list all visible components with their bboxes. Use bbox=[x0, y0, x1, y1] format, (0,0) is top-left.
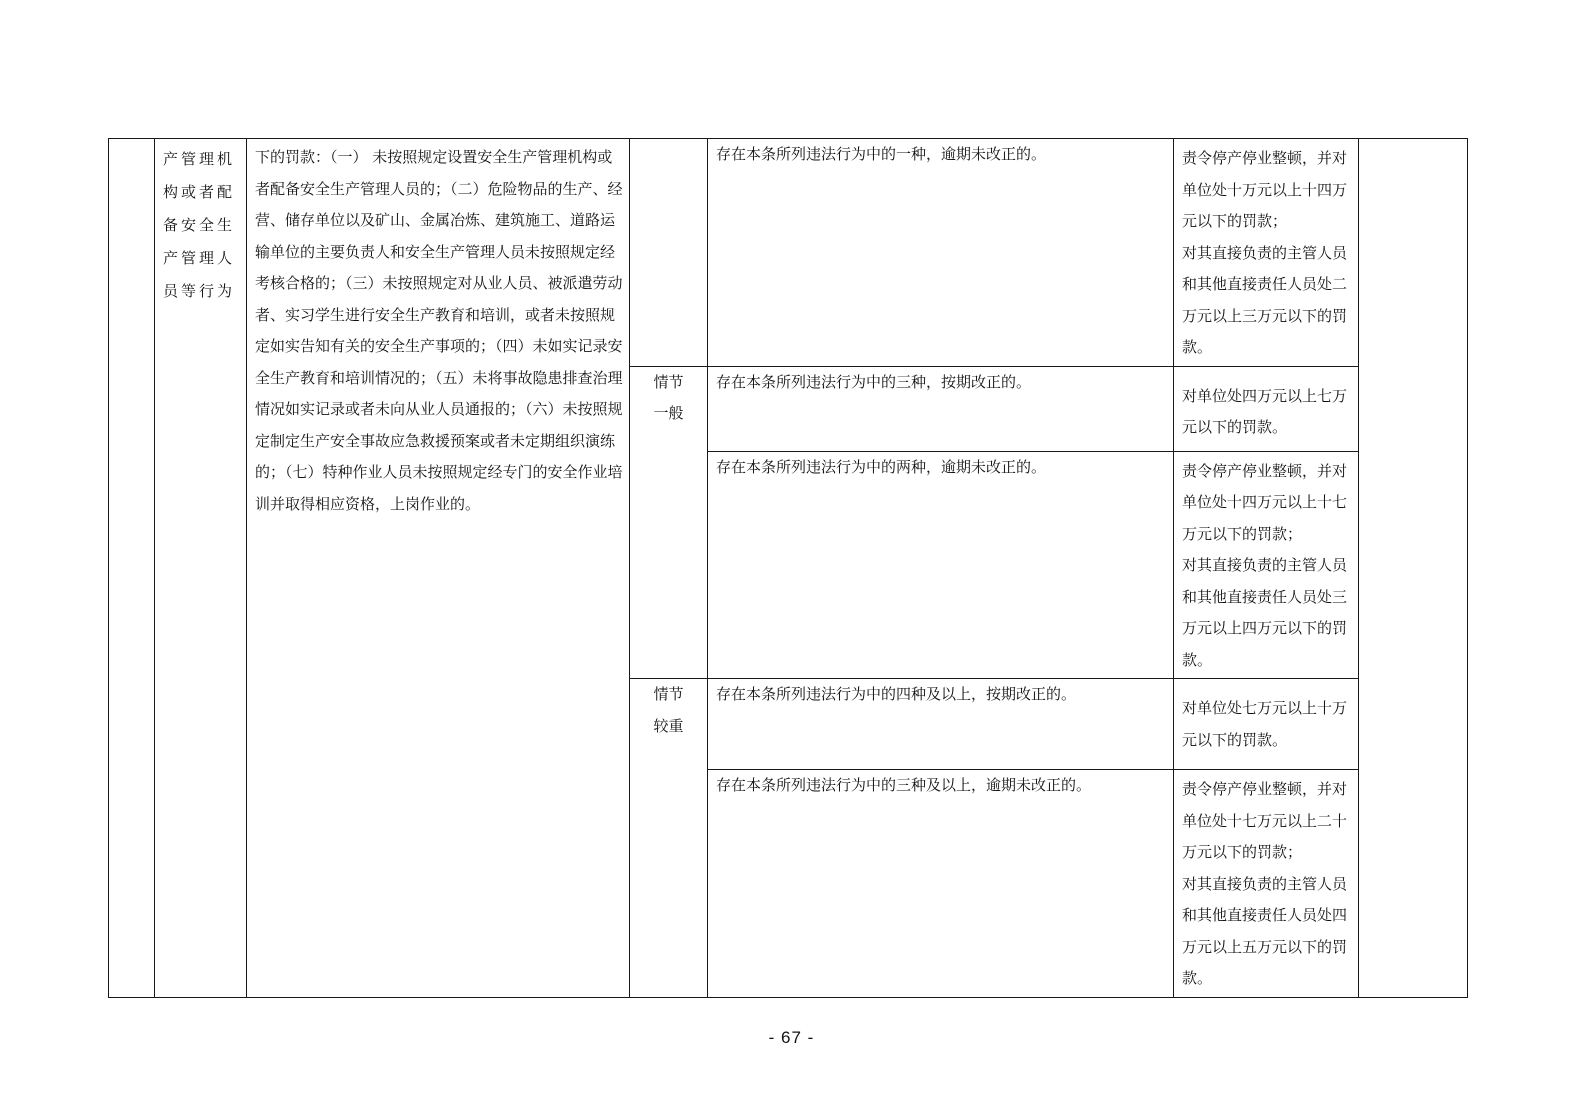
severity-level-cell bbox=[630, 366, 708, 679]
circumstance-text: 存在本条所列违法行为中的三种，按期改正的。 bbox=[716, 372, 1032, 391]
circumstance-cell bbox=[708, 366, 1174, 451]
penalty-standard-cell bbox=[1174, 366, 1359, 451]
circumstance-text: 存在本条所列违法行为中的三种及以上，逾期未改正的。 bbox=[716, 776, 1092, 794]
severity-level-cell-empty bbox=[630, 139, 708, 367]
remarks-cell bbox=[1359, 139, 1468, 998]
severity-level-line: 情节 bbox=[653, 685, 684, 703]
circumstance-text: 存在本条所列违法行为中的一种，逾期未改正的。 bbox=[716, 145, 1047, 163]
penalty-line: 对其直接负责的主管人员和其他直接责任人员处三万元以上四万元以下的罚款。 bbox=[1182, 556, 1348, 669]
penalty-line: 责令停产停业整顿，并对单位处十七万元以上二十万元以下的罚款； bbox=[1182, 780, 1348, 861]
penalty-line: 责令停产停业整顿，并对单位处十四万元以上十七万元以下的罚款； bbox=[1182, 461, 1348, 543]
circumstance-cell bbox=[708, 770, 1174, 998]
penalty-standards-table bbox=[108, 138, 1468, 998]
penalty-line: 责令停产停业整顿，并对单位处十万元以上十四万元以下的罚款； bbox=[1182, 149, 1348, 230]
circumstance-cell bbox=[708, 139, 1174, 367]
penalty-line: 对单位处四万元以上七万元以下的罚款。 bbox=[1182, 386, 1348, 436]
penalty-line: 对其直接负责的主管人员和其他直接责任人员处四万元以上五万元以下的罚款。 bbox=[1182, 874, 1348, 987]
serial-number-cell bbox=[109, 139, 155, 998]
page-number: - 67 - bbox=[768, 1028, 815, 1047]
penalty-standard-text bbox=[1174, 452, 1358, 679]
violation-behavior-text: 产管理机构或者配备安全生产管理人员等行为 bbox=[163, 150, 236, 300]
penalty-standard-text bbox=[1174, 139, 1358, 366]
legal-basis-text: 下的罚款：（一） 未按照规定设置安全生产管理机构或者配备安全生产管理人员的；（二）危险物品的生产、经营、储存单位以及矿山、金属冶炼、建筑施工、道路运输单位的主要负责人和安全生产管理人员未按照规定经考核合格的；（三）未按照规定对从业人员、被派遣劳动者、实习学生进行安全生产教育和培训，或者未按照规定如实告知有关的安全生产事项的；（四）未如实记录安全生产教育和培训情况的；（五）未将事故隐患排查治理情况如实记录或者未向从业人员通报的；（六）未按照规定制定生产安全事故应急救援预案或者未定期组织演练的；（七）特种作业人员未按照规定经专门的安全作业培训并取得相应资格，上岗作业的。 bbox=[255, 148, 623, 513]
severity-level-label bbox=[630, 367, 707, 430]
circumstance-cell bbox=[708, 679, 1174, 770]
penalty-standard-text bbox=[1174, 367, 1358, 446]
penalty-standard-cell bbox=[1174, 679, 1359, 770]
penalty-standard-cell bbox=[1174, 451, 1359, 679]
penalty-standard-cell bbox=[1174, 139, 1359, 367]
penalty-line: 对单位处七万元以上十万元以下的罚款。 bbox=[1182, 699, 1348, 749]
severity-level-label bbox=[630, 679, 707, 742]
penalty-standard-cell bbox=[1174, 770, 1359, 998]
table-row bbox=[109, 139, 1468, 367]
circumstance-text: 存在本条所列违法行为中的四种及以上，按期改正的。 bbox=[716, 685, 1077, 703]
legal-basis-cell bbox=[247, 139, 630, 998]
severity-level-line: 较重 bbox=[653, 716, 684, 735]
circumstance-text: 存在本条所列违法行为中的两种，逾期未改正的。 bbox=[716, 457, 1047, 476]
penalty-standard-text bbox=[1174, 679, 1358, 758]
severity-level-line: 一般 bbox=[653, 404, 684, 422]
severity-level-cell bbox=[630, 679, 708, 998]
penalty-standard-text bbox=[1174, 770, 1358, 997]
penalty-line: 对其直接负责的主管人员和其他直接责任人员处二万元以上三万元以下的罚款。 bbox=[1182, 243, 1348, 356]
severity-level-line: 情节 bbox=[653, 372, 684, 391]
violation-behavior-cell bbox=[155, 139, 247, 998]
circumstance-cell bbox=[708, 451, 1174, 679]
